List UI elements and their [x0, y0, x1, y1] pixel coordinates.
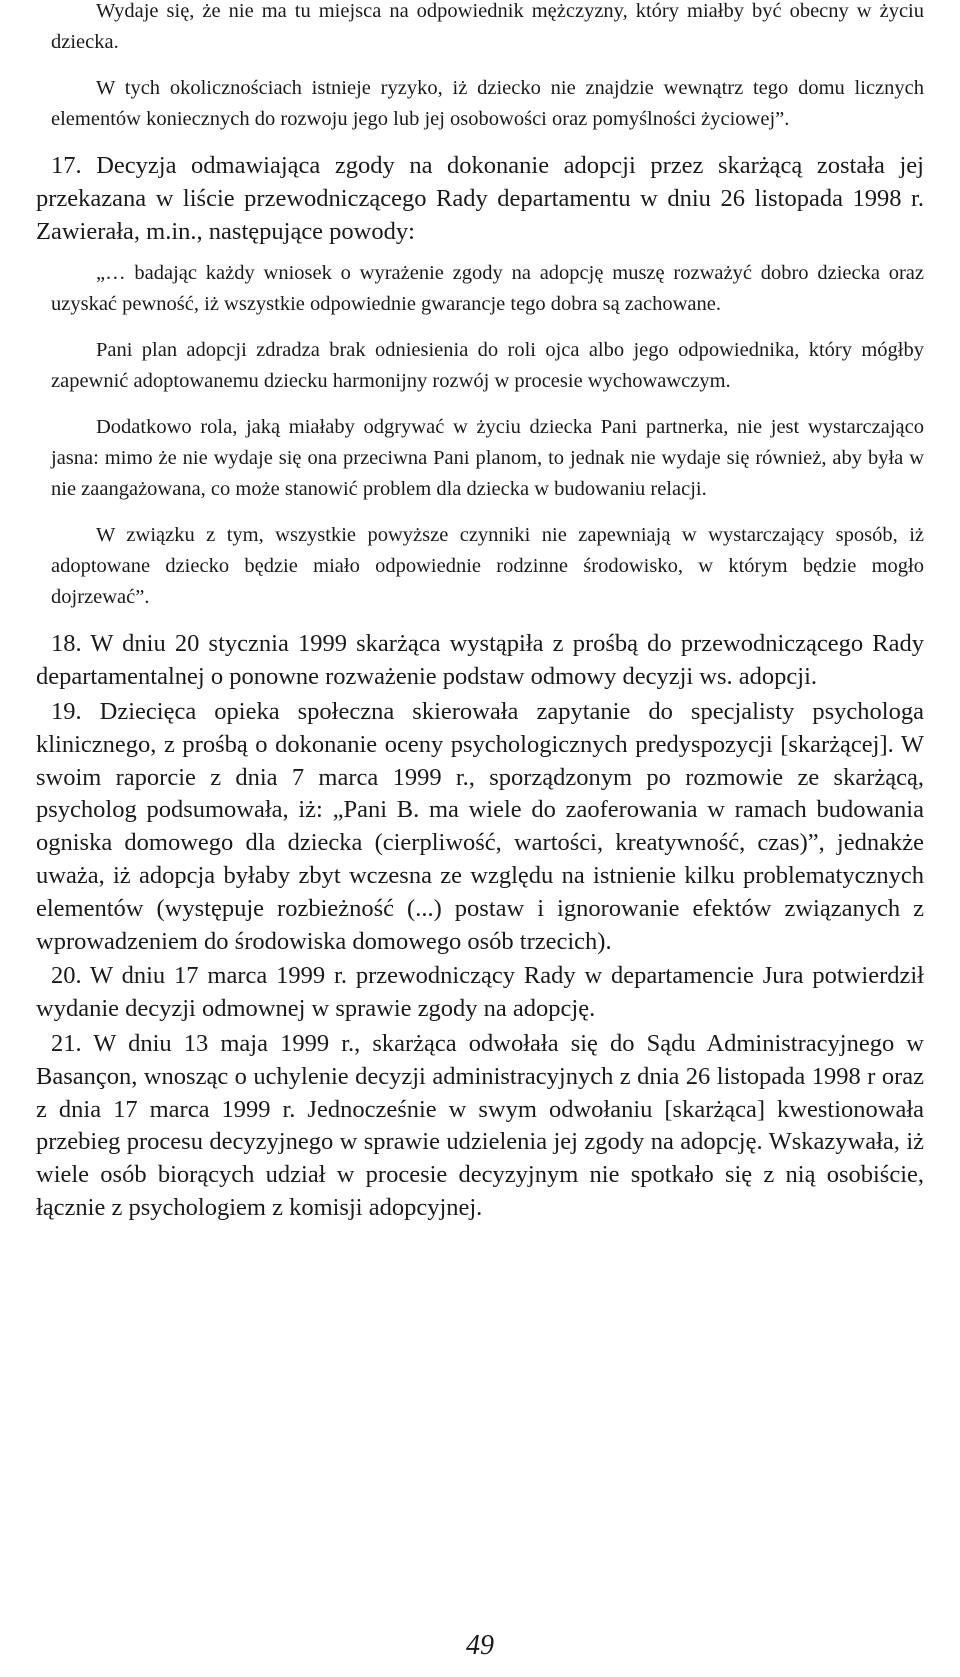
quote-paragraph: W tych okolicznościach istnieje ryzyko, iż dziecko nie znajdzie wewnątrz tego domu licznych elementów koniecznych do rozwoju jego lub jej osobowości oraz pomyślności życiowej”. [51, 77, 924, 130]
page-number: 49 [466, 1630, 494, 1661]
section-paragraph-21: 21. W dniu 13 maja 1999 r., skarżąca odwołała się do Sądu Administracyjnego w Basançon, wnosząc o uchylenie decyzji administracyjnych z dnia 26 listopada 1998 r oraz z dnia 17 marca 1999 r. Jednocześnie w swym odwołaniu [skarżąca] kwestionowała przebieg procesu decyzyjnego w sprawie udzielenia jej zgody na adopcję. Wskazywała, iż wiele osób biorących udział w procesie decyzyjnym nie spotkało się z nią osobiście, łącznie z psychologiem z komisji adopcyjnej. [36, 1029, 924, 1221]
section-paragraph-17: 17. Decyzja odmawiająca zgody na dokonanie adopcji przez skarżącą została jej przekazana w liście przewodniczącego Rady departamentu w dniu 26 listopada 1998 r. Zawierała, m.in., następujące powody: [36, 152, 924, 245]
quote-paragraph: Pani plan adopcji zdradza brak odniesienia do roli ojca albo jego odpowiednika, który mógłby zapewnić adoptowanemu dziecku harmonijny rozwój w procesie wychowawczym. [51, 339, 924, 393]
quote-paragraph: Dodatkowo rola, jaką miałaby odgrywać w życiu dziecka Pani partnerka, nie jest wystarczająco jasna: mimo że nie wydaje się ona przeciwna Pani planom, to jednak nie wydaje się również, aby była w nie zaangażowana, co może stanowić problem dla dziecka w budowaniu relacji. [51, 416, 924, 501]
section-paragraph-20: 20. W dniu 17 marca 1999 r. przewodniczący Rady w departamencie Jura potwierdził wydanie decyzji odmownej w sprawie zgody na adopcję. [36, 962, 924, 1023]
quote-paragraph-continuation: Wydaje się, że nie ma tu miejsca na odpowiednik mężczyzny, który miałby być obecny w życiu dziecka. [51, 0, 924, 53]
section-paragraph-19: 19. Dziecięca opieka społeczna skierowała zapytanie do specjalisty psychologa klinicznego, z prośbą o dokonanie oceny psychologicznych predyspozycji [skarżącej]. W swoim raporcie z dnia 7 marca 1999 r., sporządzonym po rozmowie ze skarżącą, psycholog podsumowała, iż: „Pani B. ma wiele do zaoferowania w ramach budowania ogniska domowego dla dziecka (cierpliwość, wartości, kreatywność, czas)”, jednakże uważa, iż adopcja byłaby zbyt wczesna ze względu na istnienie kilku problematycznych elementów (występuje rozbieżność (...) postaw i ignorowanie efektów związanych z wprowadzeniem do środowiska domowego osób trzecich). [36, 697, 924, 955]
quote-paragraph: „… badając każdy wniosek o wyrażenie zgody na adopcję muszę rozważyć dobro dziecka oraz uzyskać pewność, iż wszystkie odpowiednie gwarancje tego dobra są zachowane. [51, 262, 924, 316]
section-paragraph-18: 18. W dniu 20 stycznia 1999 skarżąca wystąpiła z prośbą do przewodniczącego Rady departamentalnej o ponowne rozważenie podstaw odmowy decyzji ws. adopcji. [36, 630, 924, 691]
quote-paragraph: W związku z tym, wszystkie powyższe czynniki nie zapewniają w wystarczający sposób, iż adoptowane dziecko będzie miało odpowiednie rodzinne środowisko, w którym będzie mogło dojrzewać”. [51, 524, 924, 609]
